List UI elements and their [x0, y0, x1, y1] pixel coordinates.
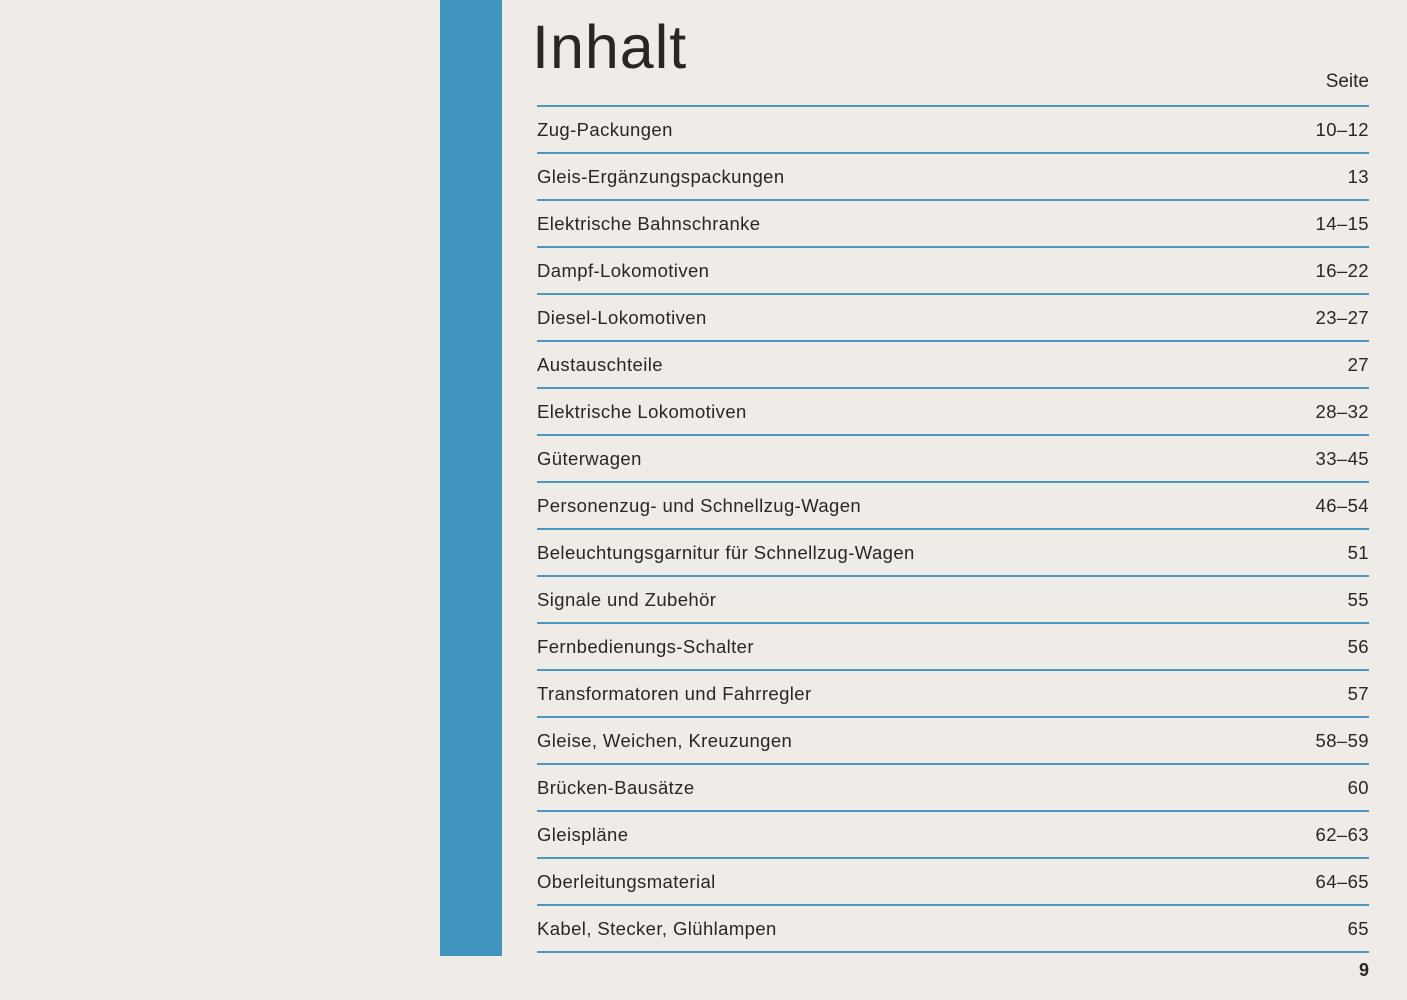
- toc-entry-label: Elektrische Bahnschranke: [537, 212, 761, 234]
- toc-entry-label: Oberleitungsmaterial: [537, 870, 716, 892]
- toc-entry-pages: 13: [1347, 165, 1369, 187]
- toc-entry-label: Elektrische Lokomotiven: [537, 400, 747, 422]
- toc-entry-pages: 23–27: [1315, 306, 1369, 328]
- toc-entry-label: Güterwagen: [537, 447, 642, 469]
- toc-entry[interactable]: [537, 295, 1369, 342]
- toc-entry-pages: 27: [1347, 353, 1369, 375]
- toc-entry-label: Gleis-Ergänzungspackungen: [537, 165, 785, 187]
- toc-entry[interactable]: [537, 436, 1369, 483]
- toc-entry-pages: 51: [1347, 541, 1369, 563]
- toc-entry[interactable]: [537, 859, 1369, 906]
- toc-entry[interactable]: [537, 765, 1369, 812]
- toc-entry[interactable]: [537, 671, 1369, 718]
- toc-entry-label: Signale und Zubehör: [537, 588, 717, 610]
- toc-entry-label: Beleuchtungsgarnitur für Schnellzug-Wagen: [537, 541, 915, 563]
- toc-entry-pages: 56: [1347, 635, 1369, 657]
- toc-entry[interactable]: [537, 201, 1369, 248]
- toc-entry[interactable]: [537, 248, 1369, 295]
- page-number: 9: [1358, 960, 1369, 980]
- toc-entry-pages: 14–15: [1315, 212, 1369, 234]
- page-title: Inhalt: [532, 13, 688, 81]
- toc-entry-pages: 62–63: [1315, 823, 1369, 845]
- toc-entry-label: Personenzug- und Schnellzug-Wagen: [537, 494, 862, 516]
- toc-entry-pages: 55: [1347, 588, 1369, 610]
- blue-accent-bar: [440, 0, 502, 956]
- toc-entry-pages: 28–32: [1315, 400, 1369, 422]
- toc-entry-pages: 33–45: [1315, 447, 1369, 469]
- toc-entry-pages: 57: [1347, 682, 1369, 704]
- toc-entry[interactable]: [537, 624, 1369, 671]
- toc-entry[interactable]: [537, 483, 1369, 530]
- toc-entry[interactable]: [537, 906, 1369, 953]
- toc-entry[interactable]: [537, 342, 1369, 389]
- toc-entry-pages: 65: [1347, 917, 1369, 939]
- toc-entry[interactable]: [537, 812, 1369, 859]
- toc-entry-pages: 46–54: [1315, 494, 1369, 516]
- toc-entry[interactable]: [537, 577, 1369, 624]
- toc-entry-label: Austauschteile: [537, 353, 663, 375]
- toc-entry-pages: 60: [1347, 776, 1369, 798]
- toc-entry-pages: 58–59: [1315, 729, 1369, 751]
- toc-entry[interactable]: [537, 107, 1369, 154]
- toc-entry-label: Zug-Packungen: [537, 118, 673, 140]
- toc-entry-pages: 64–65: [1315, 870, 1369, 892]
- toc-entry-label: Gleispläne: [537, 823, 629, 845]
- toc-entry-label: Fernbedienungs-Schalter: [537, 635, 754, 657]
- toc-entry-pages: 10–12: [1315, 118, 1369, 140]
- table-of-contents: [537, 105, 1369, 953]
- toc-entry[interactable]: [537, 718, 1369, 765]
- page-column-header: Seite: [1325, 71, 1369, 92]
- toc-entry[interactable]: [537, 530, 1369, 577]
- toc-entry-label: Transformatoren und Fahrregler: [537, 682, 812, 704]
- toc-entry-label: Gleise, Weichen, Kreuzungen: [537, 729, 793, 751]
- toc-entry-label: Kabel, Stecker, Glühlampen: [537, 917, 777, 939]
- toc-entry[interactable]: [537, 154, 1369, 201]
- toc-entry-label: Diesel-Lokomotiven: [537, 306, 707, 328]
- toc-entry-pages: 16–22: [1315, 259, 1369, 281]
- toc-entry-label: Dampf-Lokomotiven: [537, 259, 710, 281]
- toc-entry-label: Brücken-Bausätze: [537, 776, 695, 798]
- toc-entry[interactable]: [537, 389, 1369, 436]
